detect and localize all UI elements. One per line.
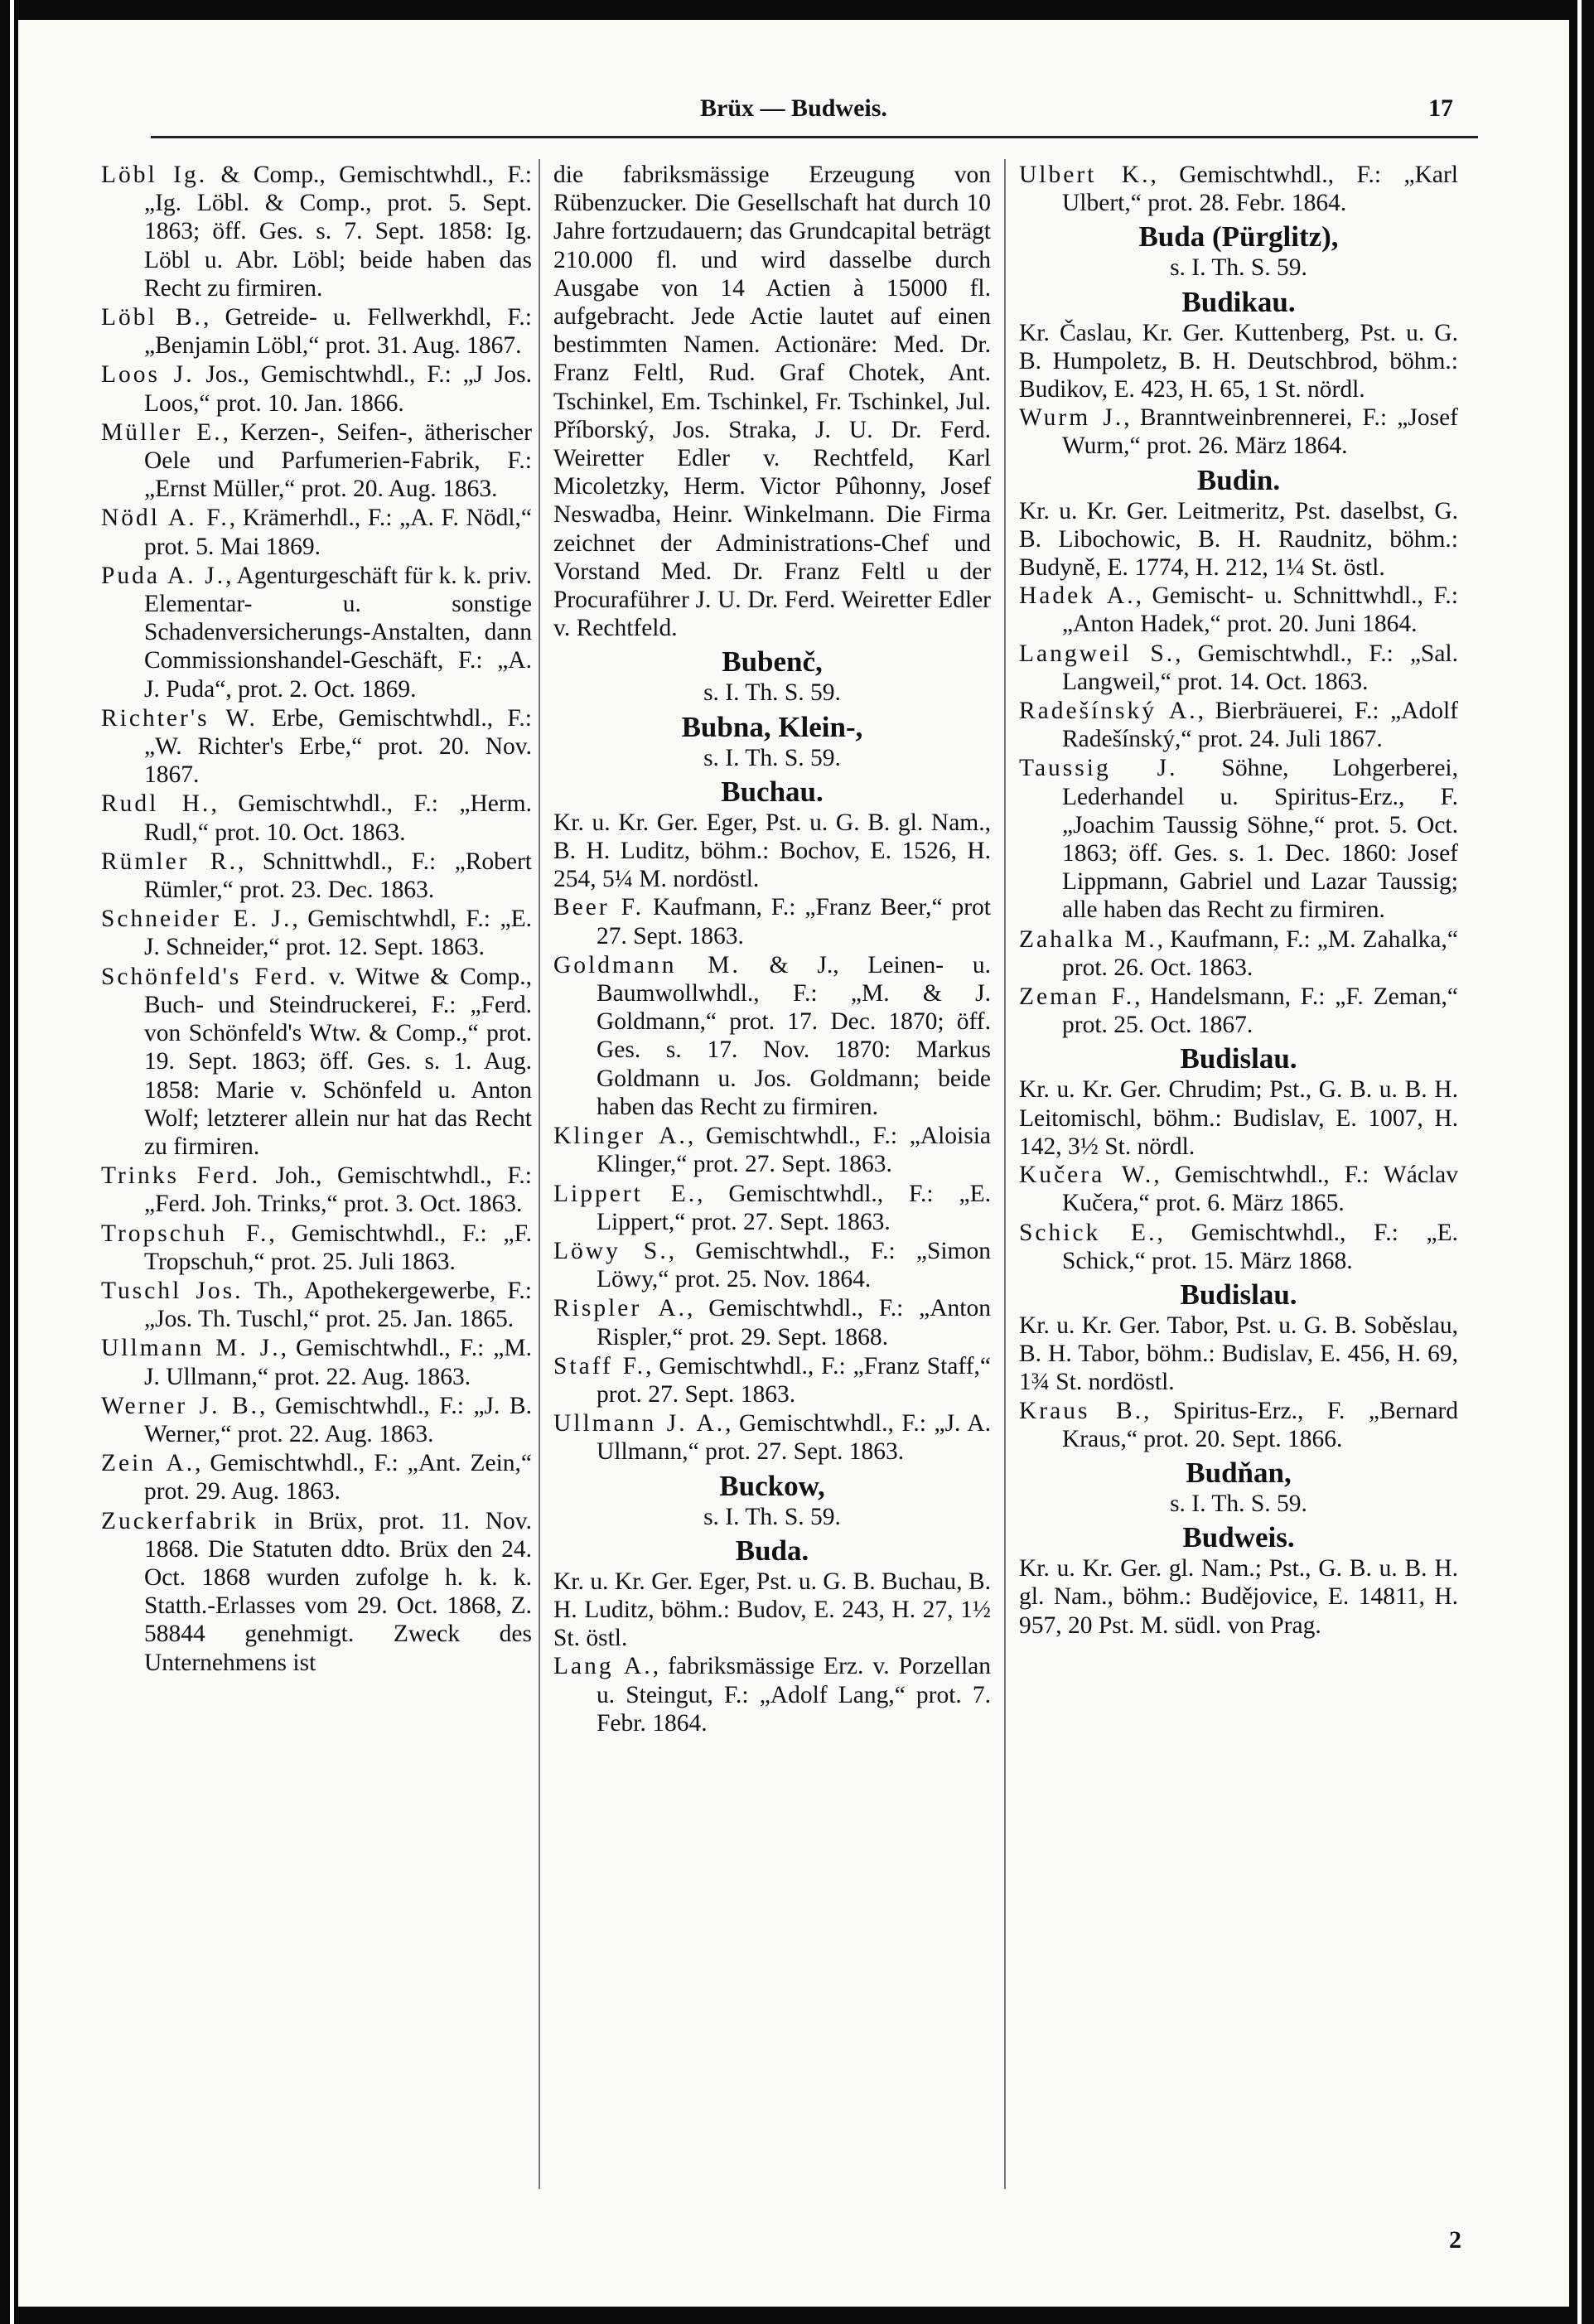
scan-edge-right <box>1577 0 1582 2324</box>
directory-page <box>18 20 1569 2307</box>
entry-name: Tropschuh F. <box>101 1220 269 1247</box>
place-note: s. I. Th. S. 59. <box>703 679 841 707</box>
entry-name: Lippert E. <box>553 1180 698 1207</box>
place-info: Kr. u. Kr. Ger. Eger, Pst. u. G. B. gl. Nam., B. H. Luditz, böhm.: Bochov, E. 1526, H. 254, 5¼ M. nordöstl. <box>553 809 991 893</box>
directory-entry <box>553 1409 991 1466</box>
entry-text: in Brüx, prot. 11. Nov. 1868. Die Statuten ddto. Brüx den 24. Oct. 1868 wurden zufolge h. k. k. Statth.-Erlasses vom 29. Oct. 1868, Z. 58844 genehmigt. Zweck des Unternehmens ist <box>144 1507 532 1676</box>
place-heading: Bubenč, <box>722 645 823 679</box>
place-heading: Budin. <box>1196 463 1281 496</box>
place-info: Kr. u. Kr. Ger. gl. Nam.; Pst., G. B. u. B. H. gl. Nam., böhm.: Budějovice, E. 14811, H. 957, 20 Pst. M. südl. von Prag. <box>1019 1555 1458 1639</box>
entry-list <box>1019 582 1458 1039</box>
directory-entry <box>101 418 532 504</box>
entry-text: Erbe, Gemischtwhdl., F.: „W. Richter's Erbe,“ prot. 20. Nov. 1867. <box>144 704 532 789</box>
entry-text: , Gemischt- u. Schnittwhdl., F.: „Anton Hadek,“ prot. 20. Juni 1864. <box>1062 582 1458 638</box>
directory-entry <box>1019 754 1458 924</box>
place-heading: Budikau. <box>1181 285 1296 318</box>
directory-entry <box>553 1652 991 1737</box>
directory-entry <box>553 1352 991 1408</box>
directory-entry <box>1019 1161 1458 1217</box>
directory-entry <box>101 1449 532 1505</box>
directory-entry <box>553 893 991 949</box>
entry-name: Staff F. <box>553 1352 646 1379</box>
directory-entry <box>101 1507 532 1677</box>
directory-entry <box>1019 582 1458 638</box>
column-2 <box>553 161 991 2191</box>
entry-name: Werner J. B. <box>101 1392 260 1419</box>
place-heading: Budweis. <box>1182 1521 1295 1554</box>
entry-text: & J., Leinen- u. Baumwollwhdl., F.: „M. & J. Goldmann,“ prot. 17. Dec. 1870; öff. Ges. s. 17. Nov. 1870: Markus Goldmann u. Jos. Goldmann; beide haben das Recht zu firmiren. <box>597 951 991 1120</box>
entry-name: Ullmann J. A. <box>553 1410 726 1437</box>
entry-text: , Kaufmann, F.: „M. Zahalka,“ prot. 26. Oct. 1863. <box>1062 925 1458 981</box>
entry-text: , Kerzen-, Seifen-, ätherischer Oele und Parfumerien-Fabrik, F.: „Ernst Müller,“ prot. 20. Aug. 1863. <box>144 418 532 503</box>
place-info: Kr. u. Kr. Ger. Tabor, Pst. u. G. B. Soběslau, B. H. Tabor, böhm.: Budislav, E. 456, H. 69, 1¾ St. nordöstl. <box>1019 1312 1458 1396</box>
running-head: Brüx — Budweis. <box>700 94 887 122</box>
place-heading: Buda. <box>735 1534 809 1567</box>
entry-text: , Gemischtwhdl., F.: „E. Lippert,“ prot. 27. Sept. 1863. <box>597 1180 991 1235</box>
entry-text: Söhne, Lohgerberei, Lederhandel u. Spiritus-Erz., F. „Joachim Taussig Söhne,“ prot. 5. Oct. 1863; öff. Ges. s. 1. Dec. 1860: Josef Lippmann, Gabriel und Lazar Taussig; alle haben das Recht zu firmiren. <box>1062 755 1458 924</box>
entry-text: , Gemischtwhdl., F.: „Karl Ulbert,“ prot. 28. Febr. 1864. <box>1062 162 1458 217</box>
place-note: s. I. Th. S. 59. <box>703 1503 841 1530</box>
directory-entry <box>1019 1397 1458 1453</box>
entry-text: , Gemischtwhdl., F.: „Sal. Langweil,“ prot. 14. Oct. 1863. <box>1062 640 1458 695</box>
entry-name: Taussig J. <box>1019 755 1178 782</box>
place-heading: Budňan, <box>1186 1456 1292 1489</box>
directory-entry <box>553 1180 991 1236</box>
entry-text: , Handelsmann, F.: „F. Zeman,“ prot. 25. Oct. 1867. <box>1062 983 1458 1039</box>
directory-entry <box>1019 640 1458 696</box>
directory-entry <box>101 704 532 790</box>
entry-name: Kučera W. <box>1019 1162 1154 1189</box>
entry-name: Tuschl Jos. <box>101 1277 244 1304</box>
place-heading: Budislau. <box>1180 1278 1297 1311</box>
directory-entry <box>1019 983 1458 1039</box>
entry-name: Schick E. <box>1019 1219 1157 1246</box>
entry-name: Richter's W. <box>101 704 258 732</box>
directory-entry <box>1019 697 1458 753</box>
directory-entry <box>101 1162 532 1218</box>
entry-name: Ulbert K. <box>1019 162 1151 188</box>
place-note: s. I. Th. S. 59. <box>703 744 841 771</box>
place-info: Kr. u. Kr. Ger. Leitmeritz, Pst. daselbst, G. B. Libochowic, B. H. Raudnitz, böhm.: Budyně, E. 1774, H. 212, 1¼ St. östl. <box>1019 497 1458 582</box>
entry-name: Hadek A. <box>1019 582 1136 610</box>
directory-entry <box>553 1237 991 1293</box>
entry-list <box>553 893 991 1466</box>
entry-text: , Gemischtwhdl., F.: „F. Tropschuh,“ prot. 25. Juli 1863. <box>144 1220 532 1275</box>
entry-text: , Gemischtwhdl., F.: „E. Schick,“ prot. 15. März 1868. <box>1062 1219 1458 1274</box>
entry-text: , Spiritus-Erz., F. „Bernard Kraus,“ prot. 20. Sept. 1866. <box>1062 1397 1458 1452</box>
directory-entry <box>101 905 532 961</box>
place-heading: Buda (Pürglitz), <box>1138 220 1339 254</box>
place-heading: Budislau. <box>1180 1042 1297 1075</box>
entry-name: Ullmann M. J. <box>101 1335 281 1362</box>
place-heading: Buckow, <box>719 1469 825 1502</box>
entry-name: Zein A. <box>101 1450 196 1477</box>
entry-name: Schönfeld's Ferd. <box>101 963 318 990</box>
place-note: s. I. Th. S. 59. <box>1170 1490 1307 1517</box>
entry-name: Zeman F. <box>1019 983 1135 1011</box>
column-3 <box>1019 161 1458 2191</box>
place-heading: Bubna, Klein-, <box>681 710 863 743</box>
directory-entry <box>553 1294 991 1350</box>
place-heading: Buchau. <box>721 775 824 808</box>
entry-text: , Getreide- u. Fellwerkhdl, F.: „Benjamin Löbl,“ prot. 31. Aug. 1867. <box>144 304 532 360</box>
entry-name: Wurm J. <box>1019 404 1124 432</box>
entry-text: v. Witwe & Comp., Buch- und Steindruckerei, F.: „Ferd. von Schönfeld's Wtw. & Comp.,“ prot. 19. Sept. 1863; öff. Ges. s. 1. Aug. 1858: Marie v. Schönfeld u. Anton Wolf; letzterer allein nur hat das Recht zu firmiren. <box>144 963 532 1160</box>
directory-entry <box>101 848 532 904</box>
entry-text: , Schnittwhdl., F.: „Robert Rümler,“ prot. 23. Dec. 1863. <box>144 848 532 904</box>
entry-name: Lang A. <box>553 1653 653 1680</box>
entry-name: Müller E. <box>101 418 223 446</box>
entry-name: Goldmann M. <box>553 951 741 978</box>
entry-name: Trinks Ferd. <box>101 1162 261 1190</box>
place-info: Kr. u. Kr. Ger. Chrudim; Pst., G. B. u. B. H. Leitomischl, böhm.: Budislav, E. 1007, H. 142, 3½ St. nördl. <box>1019 1076 1458 1160</box>
place-note: s. I. Th. S. 59. <box>1170 254 1307 282</box>
entry-text: , Gemischtwhdl., F.: „J. B. Werner,“ prot. 22. Aug. 1863. <box>144 1392 532 1447</box>
entry-text: , Gemischtwhdl., F.: „J. A. Ullmann,“ prot. 27. Sept. 1863. <box>597 1410 991 1466</box>
entry-list <box>1019 161 1458 217</box>
entry-text: , Gemischtwhdl., F.: „Franz Staff,“ prot. 27. Sept. 1863. <box>597 1352 991 1408</box>
directory-entry <box>1019 925 1458 982</box>
directory-entry <box>101 790 532 846</box>
entry-name: Langweil S. <box>1019 640 1176 667</box>
directory-entry <box>101 1392 532 1448</box>
entry-text: , Gemischtwhdl, F.: „E. J. Schneider,“ prot. 12. Sept. 1863. <box>144 906 532 961</box>
entry-text: , Gemischtwhdl., F.: Wáclav Kučera,“ prot. 6. März 1865. <box>1062 1162 1458 1217</box>
directory-entry <box>101 562 532 703</box>
entry-text: , Gemischtwhdl., F.: „Aloisia Klinger,“ prot. 27. Sept. 1863. <box>597 1123 991 1178</box>
directory-entry <box>101 360 532 417</box>
directory-entry <box>553 1122 991 1178</box>
entry-name: Rispler A. <box>553 1295 688 1322</box>
entry-text: , Gemischtwhdl., F.: „Ant. Zein,“ prot. 29. Aug. 1863. <box>144 1450 532 1505</box>
entry-name: Schneider E. J. <box>101 906 292 933</box>
entry-name: Radešínský A. <box>1019 698 1198 725</box>
page-number: 17 <box>1428 94 1453 122</box>
entry-list <box>1019 1397 1458 1453</box>
entry-list <box>1019 1161 1458 1275</box>
entry-text: Joh., Gemischtwhdl., F.: „Ferd. Joh. Trinks,“ prot. 3. Oct. 1863. <box>144 1162 532 1218</box>
column-1 <box>101 161 532 2191</box>
entry-text: , Agenturgeschäft für k. k. priv. Elementar- u. sonstige Schadenversicherungs-Anstalten, dann Commissionshandel-Geschäft, F.: „A. J. Puda“, prot. 2. Oct. 1869. <box>144 562 532 703</box>
entry-text: , Gemischtwhdl., F.: „M. J. Ullmann,“ prot. 22. Aug. 1863. <box>144 1335 532 1390</box>
entry-text: Kaufmann, F.: „Franz Beer,“ prot 27. Sept. 1863. <box>597 894 991 949</box>
entry-text: & Comp., Gemischtwhdl., F.: „Ig. Löbl. & Comp., prot. 5. Sept. 1863; öff. Ges. s. 7. Sept. 1858: Ig. Löbl u. Abr. Löbl; beide haben das Recht zu firmiren. <box>144 162 532 302</box>
entry-name: Kraus B. <box>1019 1397 1144 1424</box>
entry-text: Jos., Gemischtwhdl., F.: „J Jos. Loos,“ prot. 10. Jan. 1866. <box>144 361 532 417</box>
directory-entry <box>101 504 532 560</box>
directory-entry <box>101 1334 532 1390</box>
entry-list <box>553 1652 991 1737</box>
directory-entry <box>101 1277 532 1333</box>
entry-text: , Gemischtwhdl., F.: „Anton Rispler,“ prot. 29. Sept. 1868. <box>597 1295 991 1350</box>
entry-text: , fabriksmässige Erz. v. Porzellan u. Steingut, F.: „Adolf Lang,“ prot. 7. Febr. 1864. <box>597 1653 991 1737</box>
signature-mark: 2 <box>1449 2226 1461 2254</box>
entry-text: , Gemischtwhdl., F.: „Simon Löwy,“ prot. 25. Nov. 1864. <box>597 1237 991 1293</box>
entry-text: , Krämerhdl., F.: „A. F. Nödl,“ prot. 5. Mai 1869. <box>144 505 532 560</box>
place-info: Kr. u. Kr. Ger. Eger, Pst. u. G. B. Buchau, B. H. Luditz, böhm.: Budov, E. 243, H. 27, 1½ St. östl. <box>553 1568 991 1652</box>
entry-name: Puda A. J. <box>101 562 226 589</box>
directory-entry <box>1019 161 1458 217</box>
entry-name: Löbl B. <box>101 304 203 331</box>
entry-name: Beer F. <box>553 894 645 921</box>
directory-entry <box>1019 403 1458 460</box>
directory-entry <box>553 951 991 1121</box>
entry-name: Nödl A. F. <box>101 505 229 532</box>
page-header <box>18 86 1569 136</box>
entry-name: Löwy S. <box>553 1237 669 1264</box>
directory-entry <box>101 1220 532 1276</box>
entry-text: , Gemischtwhdl., F.: „Herm. Rudl,“ prot. 10. Oct. 1863. <box>144 790 532 846</box>
entry-name: Zuckerfabrik <box>101 1507 258 1534</box>
column-divider <box>539 159 540 2189</box>
entry-name: Löbl Ig. <box>101 162 208 188</box>
entry-name: Zahalka M. <box>1019 925 1157 953</box>
entry-text: Th., Apothekergewerbe, F.: „Jos. Th. Tuschl,“ prot. 25. Jan. 1865. <box>144 1277 532 1333</box>
place-info: Kr. Časlau, Kr. Ger. Kuttenberg, Pst. u. G. B. Humpoletz, B. H. Deutschbrod, böhm.: Budikov, E. 423, H. 65, 1 St. nördl. <box>1019 319 1458 403</box>
entry-text: , Branntweinbrennerei, F.: „Josef Wurm,“ prot. 26. März 1864. <box>1062 404 1458 460</box>
directory-entry <box>101 161 532 302</box>
column-divider <box>1004 159 1006 2189</box>
entry-name: Loos J. <box>101 361 195 389</box>
header-rule <box>151 136 1478 138</box>
entry-name: Rudl H. <box>101 790 211 818</box>
scan-edge-left <box>10 0 14 2324</box>
entry-name: Klinger A. <box>553 1123 688 1150</box>
entry-text: , Bierbräuerei, F.: „Adolf Radešínský,“ prot. 24. Juli 1867. <box>1062 698 1458 753</box>
directory-entry <box>1019 1219 1458 1275</box>
entry-list <box>1019 403 1458 460</box>
directory-entry <box>101 963 532 1161</box>
continued-paragraph: die fabriksmässige Erzeugung von Rübenzucker. Die Gesellschaft hat durch 10 Jahre fortzudauern; das Grundcapital beträgt 210.000 fl. und wird dasselbe durch Ausgabe von 14 Actien à 15000 fl. aufgebracht. Jede Actie lautet auf einen bestimmten Namen. Actionäre: Med. Dr. Franz Feltl, Rud. Graf Chotek, Ant. Tschinkel, Em. Tschinkel, Fr. Tschinkel, Jul. Příborský, Jos. Straka, J. U. Dr. Ferd. Weiretter Edler v. Rechtfeld, Karl Micoletzky, Herm. Victor Pûhonny, Josef Neswadba, Heinr. Winkelmann. Die Firma zeichnet der Administrations-Chef und Vorstand Med. Dr. Franz Feltl u der Procuraführer J. U. Dr. Ferd. Weiretter Edler v. Rechtfeld. <box>553 162 991 642</box>
entry-name: Rümler R. <box>101 848 238 875</box>
directory-entry <box>101 303 532 360</box>
